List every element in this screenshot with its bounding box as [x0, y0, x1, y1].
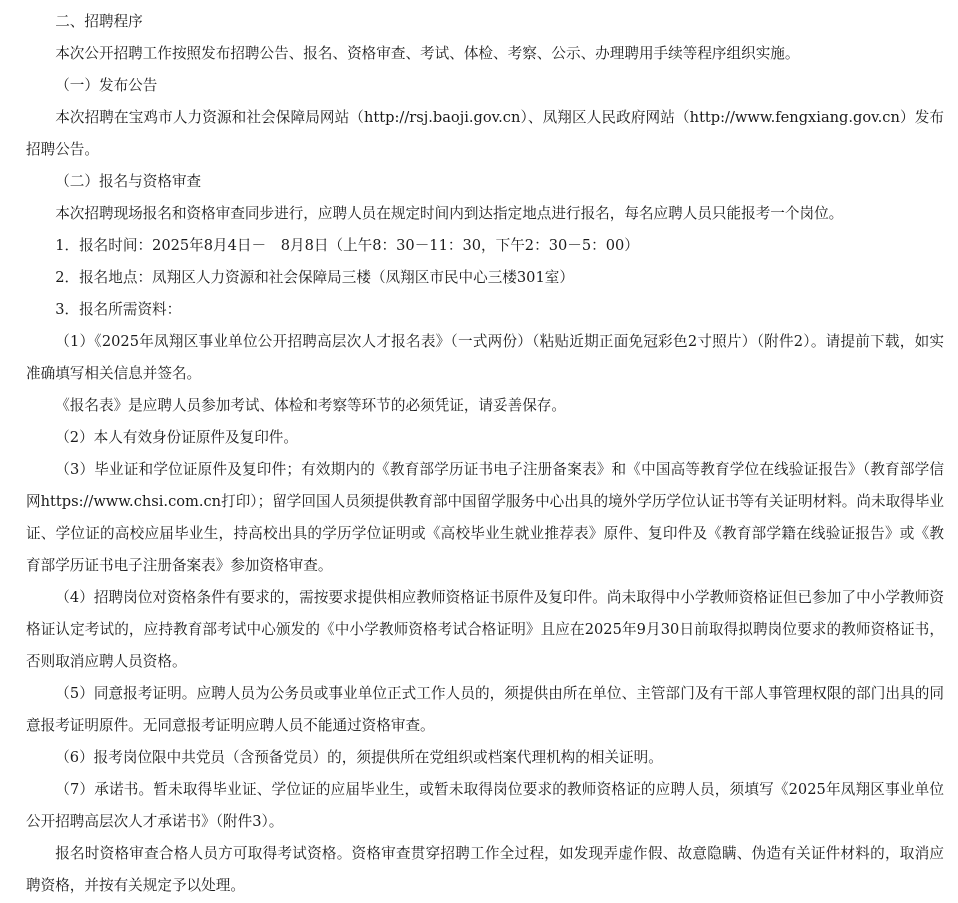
- subsection-heading-registration: （二）报名与资格审查: [55, 173, 202, 190]
- paragraph-material-6-party-member: （6）报考岗位限中共党员（含预备党员）的，须提供所在党组织或档案代理机构的相关证明。: [55, 749, 663, 766]
- paragraph-material-3-diploma: （3）毕业证和学位证原件及复印件；有效期内的《教育部学历证书电子注册备案表》和《中国高等教育学位在线验证报告》（教育部学信网https://www.chsi.com.cn打印）；留学回国人员须提供教育部中国留学服务中心出具的境外学历学位认证书等有关证明材料。尚未取得毕业证、学位证的高校应届毕业生，持高校出具的学历学位证明或《高校毕业生就业推荐表》原件、复印件及《教育部学籍在线验证报告》或《教育部学历证书电子注册备案表》参加资格审查。: [26, 461, 944, 574]
- paragraph-qualification-review-note: 报名时资格审查合格人员方可取得考试资格。资格审查贯穿招聘工作全过程，如发现弄虚作假、故意隐瞒、伪造有关证件材料的，取消应聘资格，并按有关规定予以处理。: [26, 845, 944, 894]
- paragraph-registration-overview: 本次招聘现场报名和资格审查同步进行，应聘人员在规定时间内到达指定地点进行报名，每名应聘人员只能报考一个岗位。: [55, 205, 844, 222]
- paragraph-registration-location: 2．报名地点：凤翔区人力资源和社会保障局三楼（凤翔区市民中心三楼301室）: [55, 269, 574, 286]
- paragraph-procedure-overview: 本次公开招聘工作按照发布招聘公告、报名、资格审查、考试、体检、考察、公示、办理聘用手续等程序组织实施。: [55, 45, 800, 62]
- paragraph-required-materials-heading: 3．报名所需资料：: [55, 301, 182, 318]
- subsection-heading-announcement: （一）发布公告: [55, 77, 158, 94]
- paragraph-registration-time: 1．报名时间：2025年8月4日－ 8月8日（上午8：30－11：30，下午2：30－5：00）: [55, 237, 639, 254]
- paragraph-announcement-websites: 本次招聘在宝鸡市人力资源和社会保障局网站（http://rsj.baoji.gov.cn）、凤翔区人民政府网站（http://www.fengxiang.gov.cn）发布招聘公告。: [26, 109, 944, 158]
- paragraph-material-2-id-card: （2）本人有效身份证原件及复印件。: [55, 429, 298, 446]
- document-body: [26, 6, 944, 902]
- paragraph-material-5-consent: （5）同意报考证明。应聘人员为公务员或事业单位正式工作人员的，须提供由所在单位、主管部门及有干部人事管理权限的部门出具的同意报考证明原件。无同意报考证明应聘人员不能通过资格审查。: [26, 685, 944, 734]
- paragraph-material-7-commitment: （7）承诺书。暂未取得毕业证、学位证的应届毕业生，或暂未取得岗位要求的教师资格证的应聘人员，须填写《2025年凤翔区事业单位公开招聘高层次人才承诺书》（附件3）。: [26, 781, 944, 830]
- paragraph-material-4-teacher-certificate: （4）招聘岗位对资格条件有要求的，需按要求提供相应教师资格证书原件及复印件。尚未取得中小学教师资格证但已参加了中小学教师资格证认定考试的，应持教育部考试中心颁发的《中小学教师资格考试合格证明》且应在2025年9月30日前取得拟聘岗位要求的教师资格证书，否则取消应聘人员资格。: [26, 589, 944, 670]
- paragraph-registration-form-note: 《报名表》是应聘人员参加考试、体检和考察等环节的必须凭证，请妥善保存。: [55, 397, 566, 414]
- section-heading-recruitment-procedure: 二、招聘程序: [55, 13, 143, 30]
- paragraph-material-1-registration-form: （1）《2025年凤翔区事业单位公开招聘高层次人才报名表》（一式两份）（粘贴近期正面免冠彩色2寸照片）（附件2）。请提前下载，如实准确填写相关信息并签名。: [26, 333, 944, 382]
